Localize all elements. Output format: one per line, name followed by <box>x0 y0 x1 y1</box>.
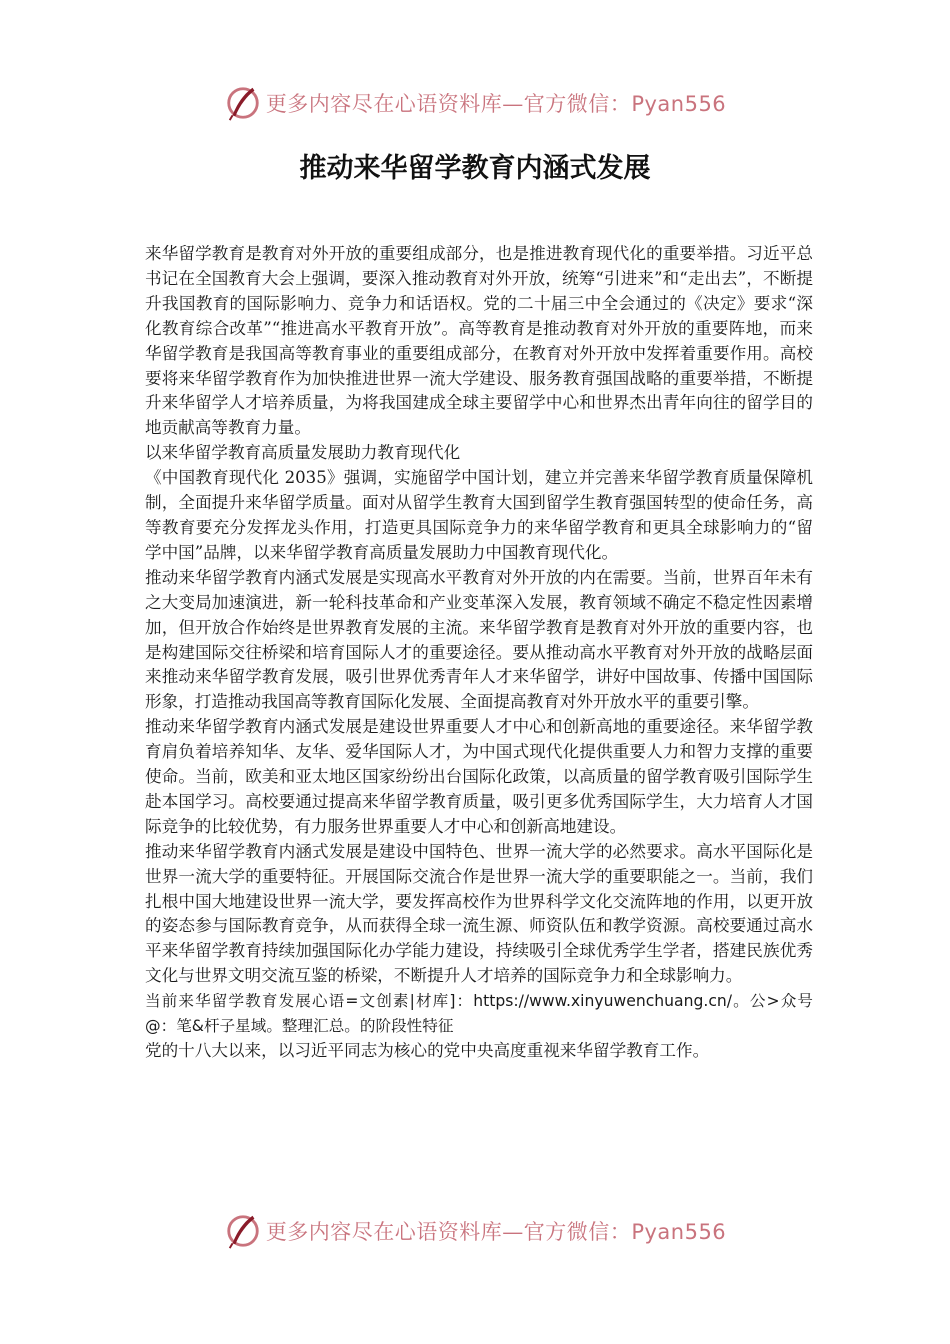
paragraph-intro: 来华留学教育是教育对外开放的重要组成部分，也是推进教育现代化的重要举措。习近平总书记在全国教育大会上强调，要深入推动教育对外开放，统筹“引进来”和“走出去”，不断提升我国教育的国际影响力、竞争力和话语权。党的二十届三中全会通过的《决定》要求“深化教育综合改革”“推进高水平教育开放”。高等教育是推动教育对外开放的重要阵地，而来华留学教育是我国高等教育事业的重要组成部分，在教育对外开放中发挥着重要作用。高校要将来华留学教育作为加快推进世界一流大学建设、服务教育强国战略的重要举措，不断提升来华留学人才培养质量，为将我国建成全球主要留学中心和世界杰出青年向往的留学目的地贡献高等教育力量。 <box>145 244 813 438</box>
header-banner <box>0 78 950 128</box>
banner-label: 更多内容尽在心语资料库—官方微信： <box>265 1220 632 1244</box>
quill-pen-logo-icon <box>224 84 262 122</box>
paragraph: 党的十八大以来，以习近平同志为核心的党中央高度重视来华留学教育工作。 <box>145 1041 710 1060</box>
paragraph: 《中国教育现代化 2035》强调，实施留学中国计划，建立并完善来华留学教育质量保障机制，全面提升来华留学质量。面对从留学生教育大国到留学生教育强国转型的使命任务，高等教育要充分发挥龙头作用，打造更具国际竞争力的来华留学教育和更具全球影响力的“留学中国”品牌，以来华留学教育高质量发展助力中国教育现代化。 <box>145 468 813 562</box>
section-heading-watermarked: 当前来华留学教育发展心语=文创素|材库]：https://www.xinyuwenchuang.cn/。公>众号@：笔&杆子星域。整理汇总。的阶段性特征 <box>145 992 813 1036</box>
banner-wechat-id: Pyan556 <box>631 1220 727 1244</box>
banner-text <box>266 88 726 118</box>
section-heading: 以来华留学教育高质量发展助力教育现代化 <box>145 443 461 463</box>
banner-wechat-id: Pyan556 <box>631 92 727 116</box>
banner-text <box>266 1216 726 1246</box>
quill-pen-logo-icon <box>224 1212 262 1250</box>
document-body <box>145 242 813 1064</box>
page-title: 推动来华留学教育内涵式发展 <box>299 153 651 184</box>
footer-banner <box>0 1206 950 1256</box>
banner-label: 更多内容尽在心语资料库—官方微信： <box>265 92 632 116</box>
paragraph: 推动来华留学教育内涵式发展是建设世界重要人才中心和创新高地的重要途径。来华留学教育肩负着培养知华、友华、爱华国际人才，为中国式现代化提供重要人力和智力支撑的重要使命。当前，欧美和亚太地区国家纷纷出台国际化政策，以高质量的留学教育吸引国际学生赴本国学习。高校要通过提高来华留学教育质量，吸引更多优秀国际学生，大力培育人才国际竞争的比较优势，有力服务世界重要人才中心和创新高地建设。 <box>145 717 813 836</box>
paragraph: 推动来华留学教育内涵式发展是实现高水平教育对外开放的内在需要。当前，世界百年未有之大变局加速演进，新一轮科技革命和产业变革深入发展，教育领域不确定不稳定性因素增加，但开放合作始终是世界教育发展的主流。来华留学教育是教育对外开放的重要内容，也是构建国际交往桥梁和培育国际人才的重要途径。要从推动高水平教育对外开放的战略层面来推动来华留学教育发展，吸引世界优秀青年人才来华留学，讲好中国故事、传播中国国际形象，打造推动我国高等教育国际化发展、全面提高教育对外开放水平的重要引擎。 <box>145 567 813 712</box>
paragraph: 推动来华留学教育内涵式发展是建设中国特色、世界一流大学的必然要求。高水平国际化是世界一流大学的重要特征。开展国际交流合作是世界一流大学的重要职能之一。当前，我们扎根中国大地建设世界一流大学，要发挥高校作为世界科学文化交流阵地的作用，以更开放的姿态参与国际教育竞争，从而获得全球一流生源、师资队伍和教学资源。高校要通过高水平来华留学教育持续加强国际化办学能力建设，持续吸引全球优秀学生学者，搭建民族优秀文化与世界文明交流互鉴的桥梁，不断提升人才培养的国际竞争力和全球影响力。 <box>145 841 813 986</box>
